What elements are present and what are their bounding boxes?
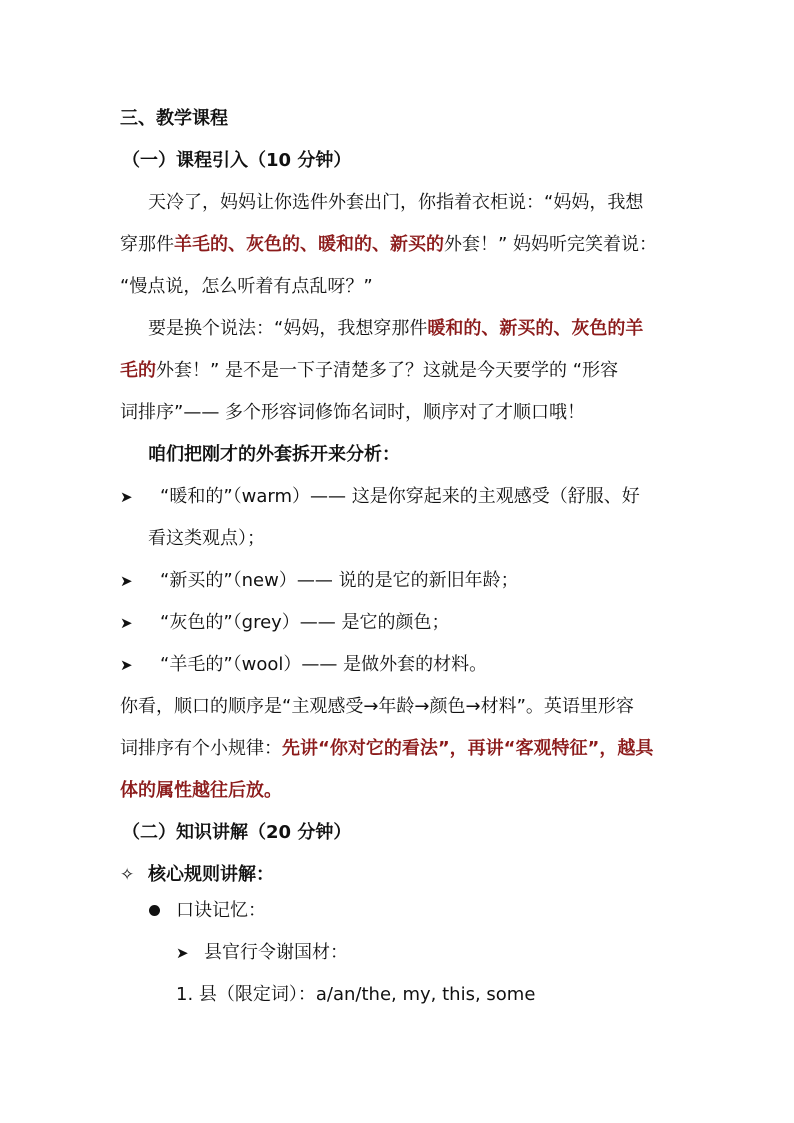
arrow-bullet-icon: ➤ — [120, 488, 133, 506]
filled-circle-bullet-icon — [149, 905, 160, 916]
bullet-item-wool: “羊毛的”（wool）—— 是做外套的材料。 — [160, 654, 488, 675]
highlight-span: 先讲“你对它的看法”，再讲“客观特征”，越具 — [282, 738, 654, 759]
story-paragraph-2-line-2 — [120, 358, 618, 384]
arrow-bullet-icon: ➤ — [120, 614, 133, 632]
core-rules-title: 核心规则讲解： — [148, 864, 274, 885]
summary-line-2 — [120, 736, 653, 762]
arrow-bullet-icon: ➤ — [176, 944, 189, 962]
mnemonic-label: 口诀记忆： — [176, 900, 266, 921]
highlight-span: 羊毛的、灰色的、暖和的、新买的 — [174, 234, 444, 255]
story-paragraph-2-line-3: 词排序”—— 多个形容词修饰名词时，顺序对了才顺口哦！ — [120, 402, 586, 423]
story-paragraph-1-line-3: “慢点说，怎么听着有点乱呀？” — [120, 276, 373, 297]
text-span: 外套！” 妈妈听完笑着说： — [444, 234, 658, 255]
part2-title: （二）知识讲解（20 分钟） — [122, 822, 352, 843]
bullet-item-warm: “暖和的”（warm）—— 这是你穿起来的主观感受（舒服、好 — [160, 486, 640, 507]
bullet-item-new: “新买的”（new）—— 说的是它的新旧年龄； — [160, 570, 519, 591]
section-title: 三、教学课程 — [120, 108, 228, 129]
highlight-span: 暖和的、新买的、灰色的羊 — [427, 318, 644, 339]
bullet-item-grey: “灰色的”（grey）—— 是它的颜色； — [160, 612, 450, 633]
summary-line-1: 你看，顺口的顺序是“主观感受→年龄→颜色→材料”。英语里形容 — [120, 696, 634, 717]
highlight-span: 毛的 — [120, 360, 156, 381]
text-span: 穿那件 — [120, 234, 174, 255]
text-span: 要是换个说法：“妈妈，我想穿那件 — [148, 318, 428, 339]
text-span: 外套！” 是不是一下子清楚多了？这就是今天要学的 “形容 — [156, 360, 619, 381]
bullet-item-warm-continued: 看这类观点）； — [148, 528, 265, 549]
part1-title: （一）课程引入（10 分钟） — [122, 150, 352, 171]
text-span: 词排序有个小规律： — [120, 738, 282, 759]
diamond-bullet-icon: ✧ — [120, 865, 135, 885]
summary-line-3: 体的属性越往后放。 — [120, 780, 282, 801]
arrow-bullet-icon: ➤ — [120, 656, 133, 674]
mnemonic-rule: 县官行令谢国材： — [204, 942, 348, 963]
arrow-bullet-icon: ➤ — [120, 572, 133, 590]
story-paragraph-2-line-1 — [148, 316, 643, 342]
story-paragraph-1-line-2 — [120, 232, 657, 258]
numbered-item-1: 1. 县（限定词）：a/an/the, my, this, some — [176, 984, 536, 1005]
analysis-title: 咱们把刚才的外套拆开来分析： — [148, 444, 400, 465]
story-paragraph-1-line-1: 天冷了，妈妈让你选件外套出门，你指着衣柜说：“妈妈，我想 — [148, 192, 644, 213]
